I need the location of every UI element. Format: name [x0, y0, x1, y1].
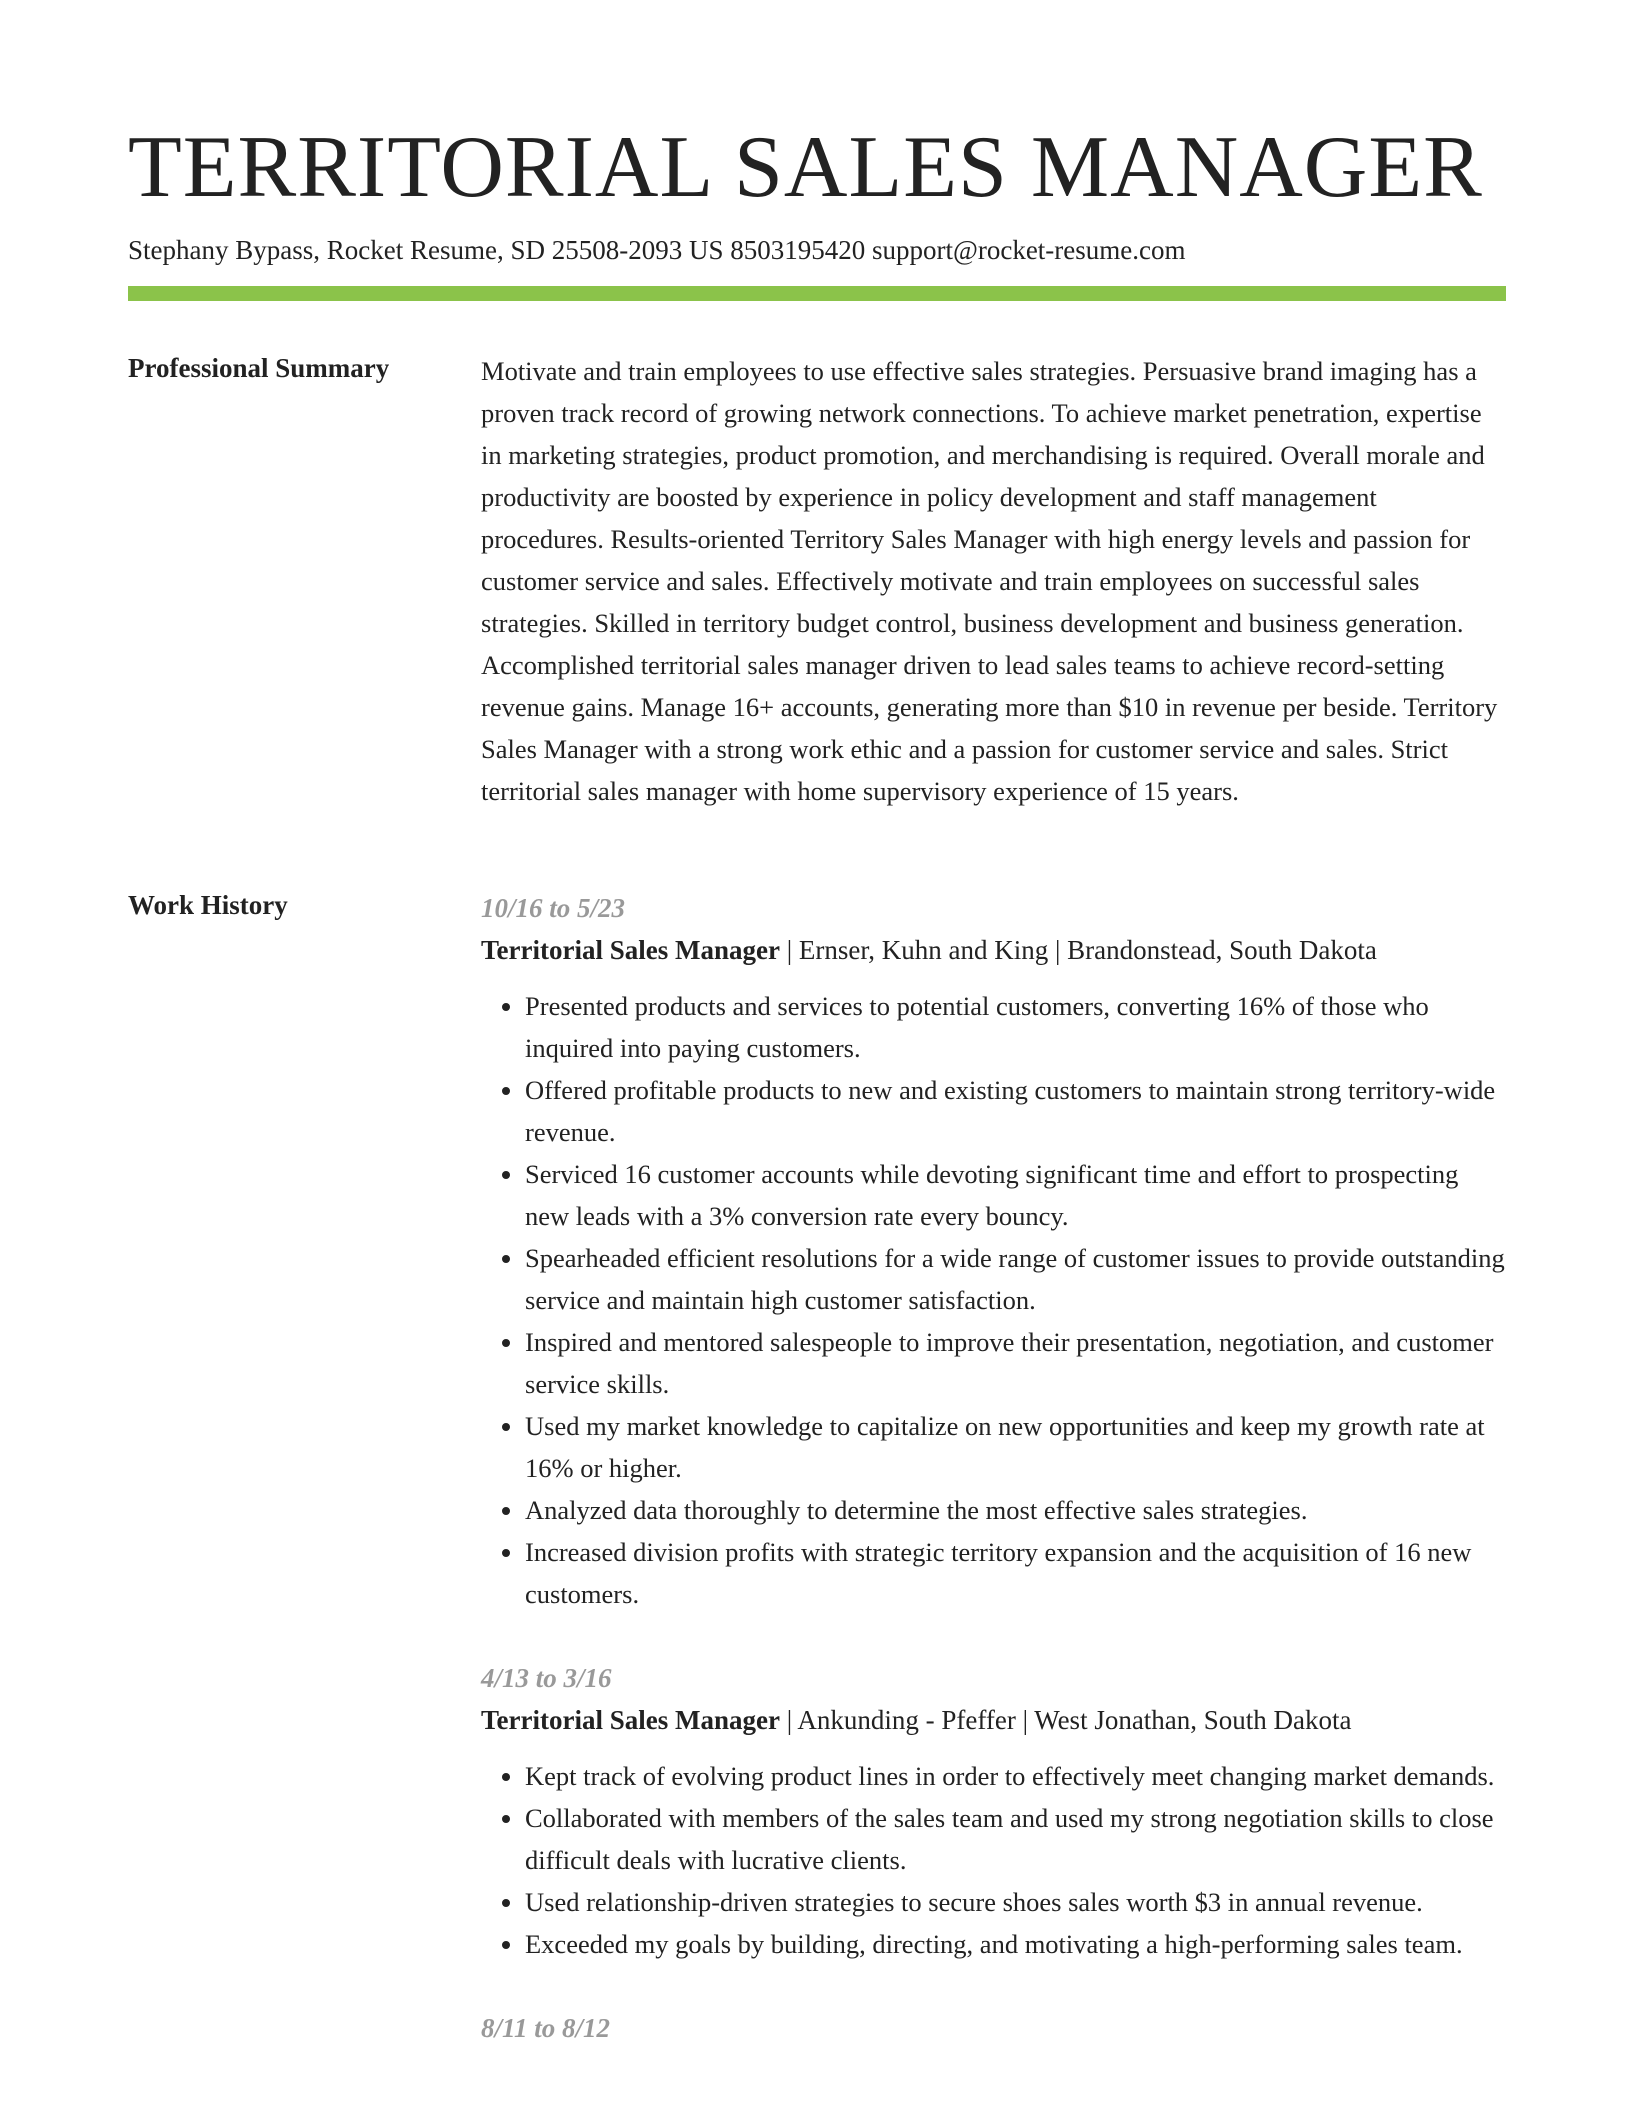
job-bullet-list — [481, 1755, 1506, 1965]
separator: | — [1048, 935, 1068, 965]
separator: | — [1015, 1705, 1035, 1735]
job-title: Territorial Sales Manager — [481, 1705, 780, 1735]
job-title: Territorial Sales Manager — [481, 935, 780, 965]
job-location: Brandonstead, South Dakota — [1067, 935, 1377, 965]
job-bullet: • Exceeded my goals by building, directing, and motivating a high-performing sales team. — [525, 1923, 1506, 1965]
job-entry — [481, 887, 1506, 1615]
job-dates: 8/11 to 8/12 — [481, 2013, 611, 2043]
job-entry — [481, 2007, 1506, 2049]
job-bullet: • Serviced 16 customer accounts while devoting significant time and effort to prospecting new leads with a 3% conversion rate every bouncy. — [525, 1153, 1506, 1237]
job-company: Ernser, Kuhn and King — [798, 935, 1049, 965]
summary-text: Motivate and train employees to use effective sales strategies. Persuasive brand imaging has a proven track record of growing network connections. To achieve market penetration, expertise in marketing strategies, product promotion, and merchandising is required. Overall morale and productivity are boosted by experience in policy development and staff management procedures. Results-oriented Territory Sales Manager with high energy levels and passion for customer service and sales. Effectively motivate and train employees on successful sales strategies. Skilled in territory budget control, business development and business generation. Accomplished territorial sales manager driven to lead sales teams to achieve record-setting revenue gains. Manage 16+ accounts, generating more than $10 in revenue per beside. Territory Sales Manager with a strong work ethic and a passion for customer service and sales. Strict territorial sales manager with home supervisory experience of 15 years. — [481, 356, 1498, 806]
section-label-work-history: Work History — [128, 890, 288, 920]
job-bullet-list — [481, 985, 1506, 1615]
job-bullet: • Spearheaded efficient resolutions for a wide range of customer issues to provide outstanding service and maintain high customer satisfaction. — [525, 1237, 1506, 1321]
job-role-line — [481, 929, 1506, 971]
job-dates: 10/16 to 5/23 — [481, 893, 626, 923]
job-bullet: • Analyzed data thoroughly to determine the most effective sales strategies. — [525, 1489, 1506, 1531]
resume-title: TERRITORIAL SALES MANAGER — [128, 119, 1483, 216]
job-role-line — [481, 1699, 1506, 1741]
job-bullet: • Presented products and services to potential customers, converting 16% of those who inquired into paying customers. — [525, 985, 1506, 1069]
job-bullet: • Increased division profits with strategic territory expansion and the acquisition of 16 new customers. — [525, 1531, 1506, 1615]
job-company: Ankunding - Pfeffer — [797, 1705, 1016, 1735]
job-bullet: • Inspired and mentored salespeople to improve their presentation, negotiation, and customer service skills. — [525, 1321, 1506, 1405]
job-dates: 4/13 to 3/16 — [481, 1663, 612, 1693]
section-label-summary: Professional Summary — [128, 353, 390, 383]
job-bullet: • Used relationship-driven strategies to secure shoes sales worth $3 in annual revenue. — [525, 1881, 1506, 1923]
separator: | — [779, 935, 799, 965]
job-location: West Jonathan, South Dakota — [1034, 1705, 1352, 1735]
contact-line: Stephany Bypass, Rocket Resume, SD 25508-2093 US 8503195420 support@rocket-resume.com — [128, 235, 1186, 265]
header-divider — [128, 286, 1506, 301]
job-entry — [481, 1657, 1506, 1965]
job-bullet: • Kept track of evolving product lines in order to effectively meet changing market demands. — [525, 1755, 1506, 1797]
work-history-list — [481, 887, 1506, 2091]
separator: | — [779, 1705, 798, 1735]
job-bullet: • Used my market knowledge to capitalize on new opportunities and keep my growth rate at 16% or higher. — [525, 1405, 1506, 1489]
job-bullet: • Offered profitable products to new and existing customers to maintain strong territory-wide revenue. — [525, 1069, 1506, 1153]
job-bullet: • Collaborated with members of the sales team and used my strong negotiation skills to close difficult deals with lucrative clients. — [525, 1797, 1506, 1881]
